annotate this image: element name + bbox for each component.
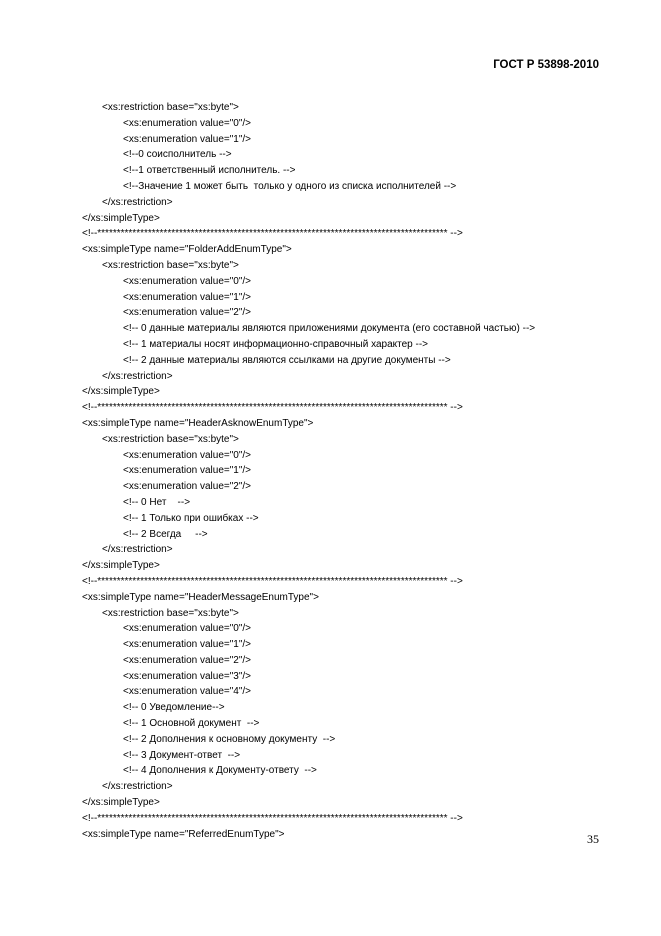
code-line: <xs:enumeration value="2"/> (123, 307, 252, 319)
code-line: <!--****************************************************************************************** --> (82, 228, 463, 240)
code-line: <xs:enumeration value="2"/> (123, 481, 252, 493)
code-line: <!--1 ответственный исполнитель. --> (123, 165, 296, 177)
code-line: <xs:enumeration value="1"/> (123, 291, 252, 303)
code-line: <!--****************************************************************************************** --> (82, 812, 463, 824)
code-line: <xs:enumeration value="0"/> (123, 623, 252, 635)
code-line: <!-- 3 Документ-ответ --> (123, 749, 241, 761)
code-line: </xs:simpleType> (82, 386, 160, 398)
code-line: <xs:enumeration value="3"/> (123, 670, 252, 682)
code-line: <xs:simpleType name="FolderAddEnumType"> (82, 244, 292, 256)
code-line: <!-- 0 данные материалы являются приложениями документа (его составной частью) --> (123, 323, 536, 335)
code-line: <!-- 0 Уведомление--> (123, 702, 225, 714)
standard-header: ГОСТ Р 53898-2010 (493, 59, 599, 71)
code-line: <!--****************************************************************************************** --> (82, 575, 463, 587)
code-line: <!-- 2 Всегда --> (123, 528, 208, 540)
code-line: <xs:simpleType name="HeaderAsknowEnumType"> (82, 417, 314, 429)
code-line: <!--****************************************************************************************** --> (82, 402, 463, 414)
code-line: <!-- 2 данные материалы являются ссылками на другие документы --> (123, 354, 451, 366)
code-line: <xs:restriction base="xs:byte"> (102, 259, 239, 271)
code-line: <xs:enumeration value="0"/> (123, 449, 252, 461)
code-line: <!--0 соисполнитель --> (123, 149, 232, 161)
code-line: <!-- 1 Основной документ --> (123, 718, 260, 730)
code-line: <!-- 2 Дополнения к основному документу --> (123, 733, 336, 745)
code-line: <!-- 0 Нет --> (123, 496, 191, 508)
code-line: </xs:simpleType> (82, 797, 160, 809)
xml-schema-code-block (82, 100, 535, 842)
code-line: </xs:simpleType> (82, 212, 160, 224)
code-line: <xs:enumeration value="2"/> (123, 654, 252, 666)
code-line: <xs:enumeration value="0"/> (123, 275, 252, 287)
code-line: <xs:enumeration value="0"/> (123, 117, 252, 129)
code-line: </xs:restriction> (102, 196, 173, 208)
code-line: <!-- 1 Только при ошибках --> (123, 512, 259, 524)
code-line: <!--Значение 1 может быть только у одного из списка исполнителей --> (123, 180, 457, 192)
code-line: </xs:simpleType> (82, 560, 160, 572)
code-line: <xs:simpleType name="HeaderMessageEnumType"> (82, 591, 319, 603)
page-number: 35 (587, 832, 599, 846)
code-line: <xs:restriction base="xs:byte"> (102, 433, 239, 445)
code-line: </xs:restriction> (102, 781, 173, 793)
code-line: <xs:enumeration value="4"/> (123, 686, 252, 698)
code-line: <xs:enumeration value="1"/> (123, 465, 252, 477)
code-line: <xs:simpleType name="ReferredEnumType"> (82, 828, 285, 840)
code-line: <xs:restriction base="xs:byte"> (102, 102, 239, 113)
code-line: <!-- 1 материалы носят информационно-справочный характер --> (123, 338, 429, 350)
code-line: <!-- 4 Дополнения к Документу-ответу --> (123, 765, 317, 777)
code-line: <xs:enumeration value="1"/> (123, 133, 252, 145)
code-line: </xs:restriction> (102, 544, 173, 556)
code-line: </xs:restriction> (102, 370, 173, 382)
code-line: <xs:enumeration value="1"/> (123, 639, 252, 651)
code-line: <xs:restriction base="xs:byte"> (102, 607, 239, 619)
